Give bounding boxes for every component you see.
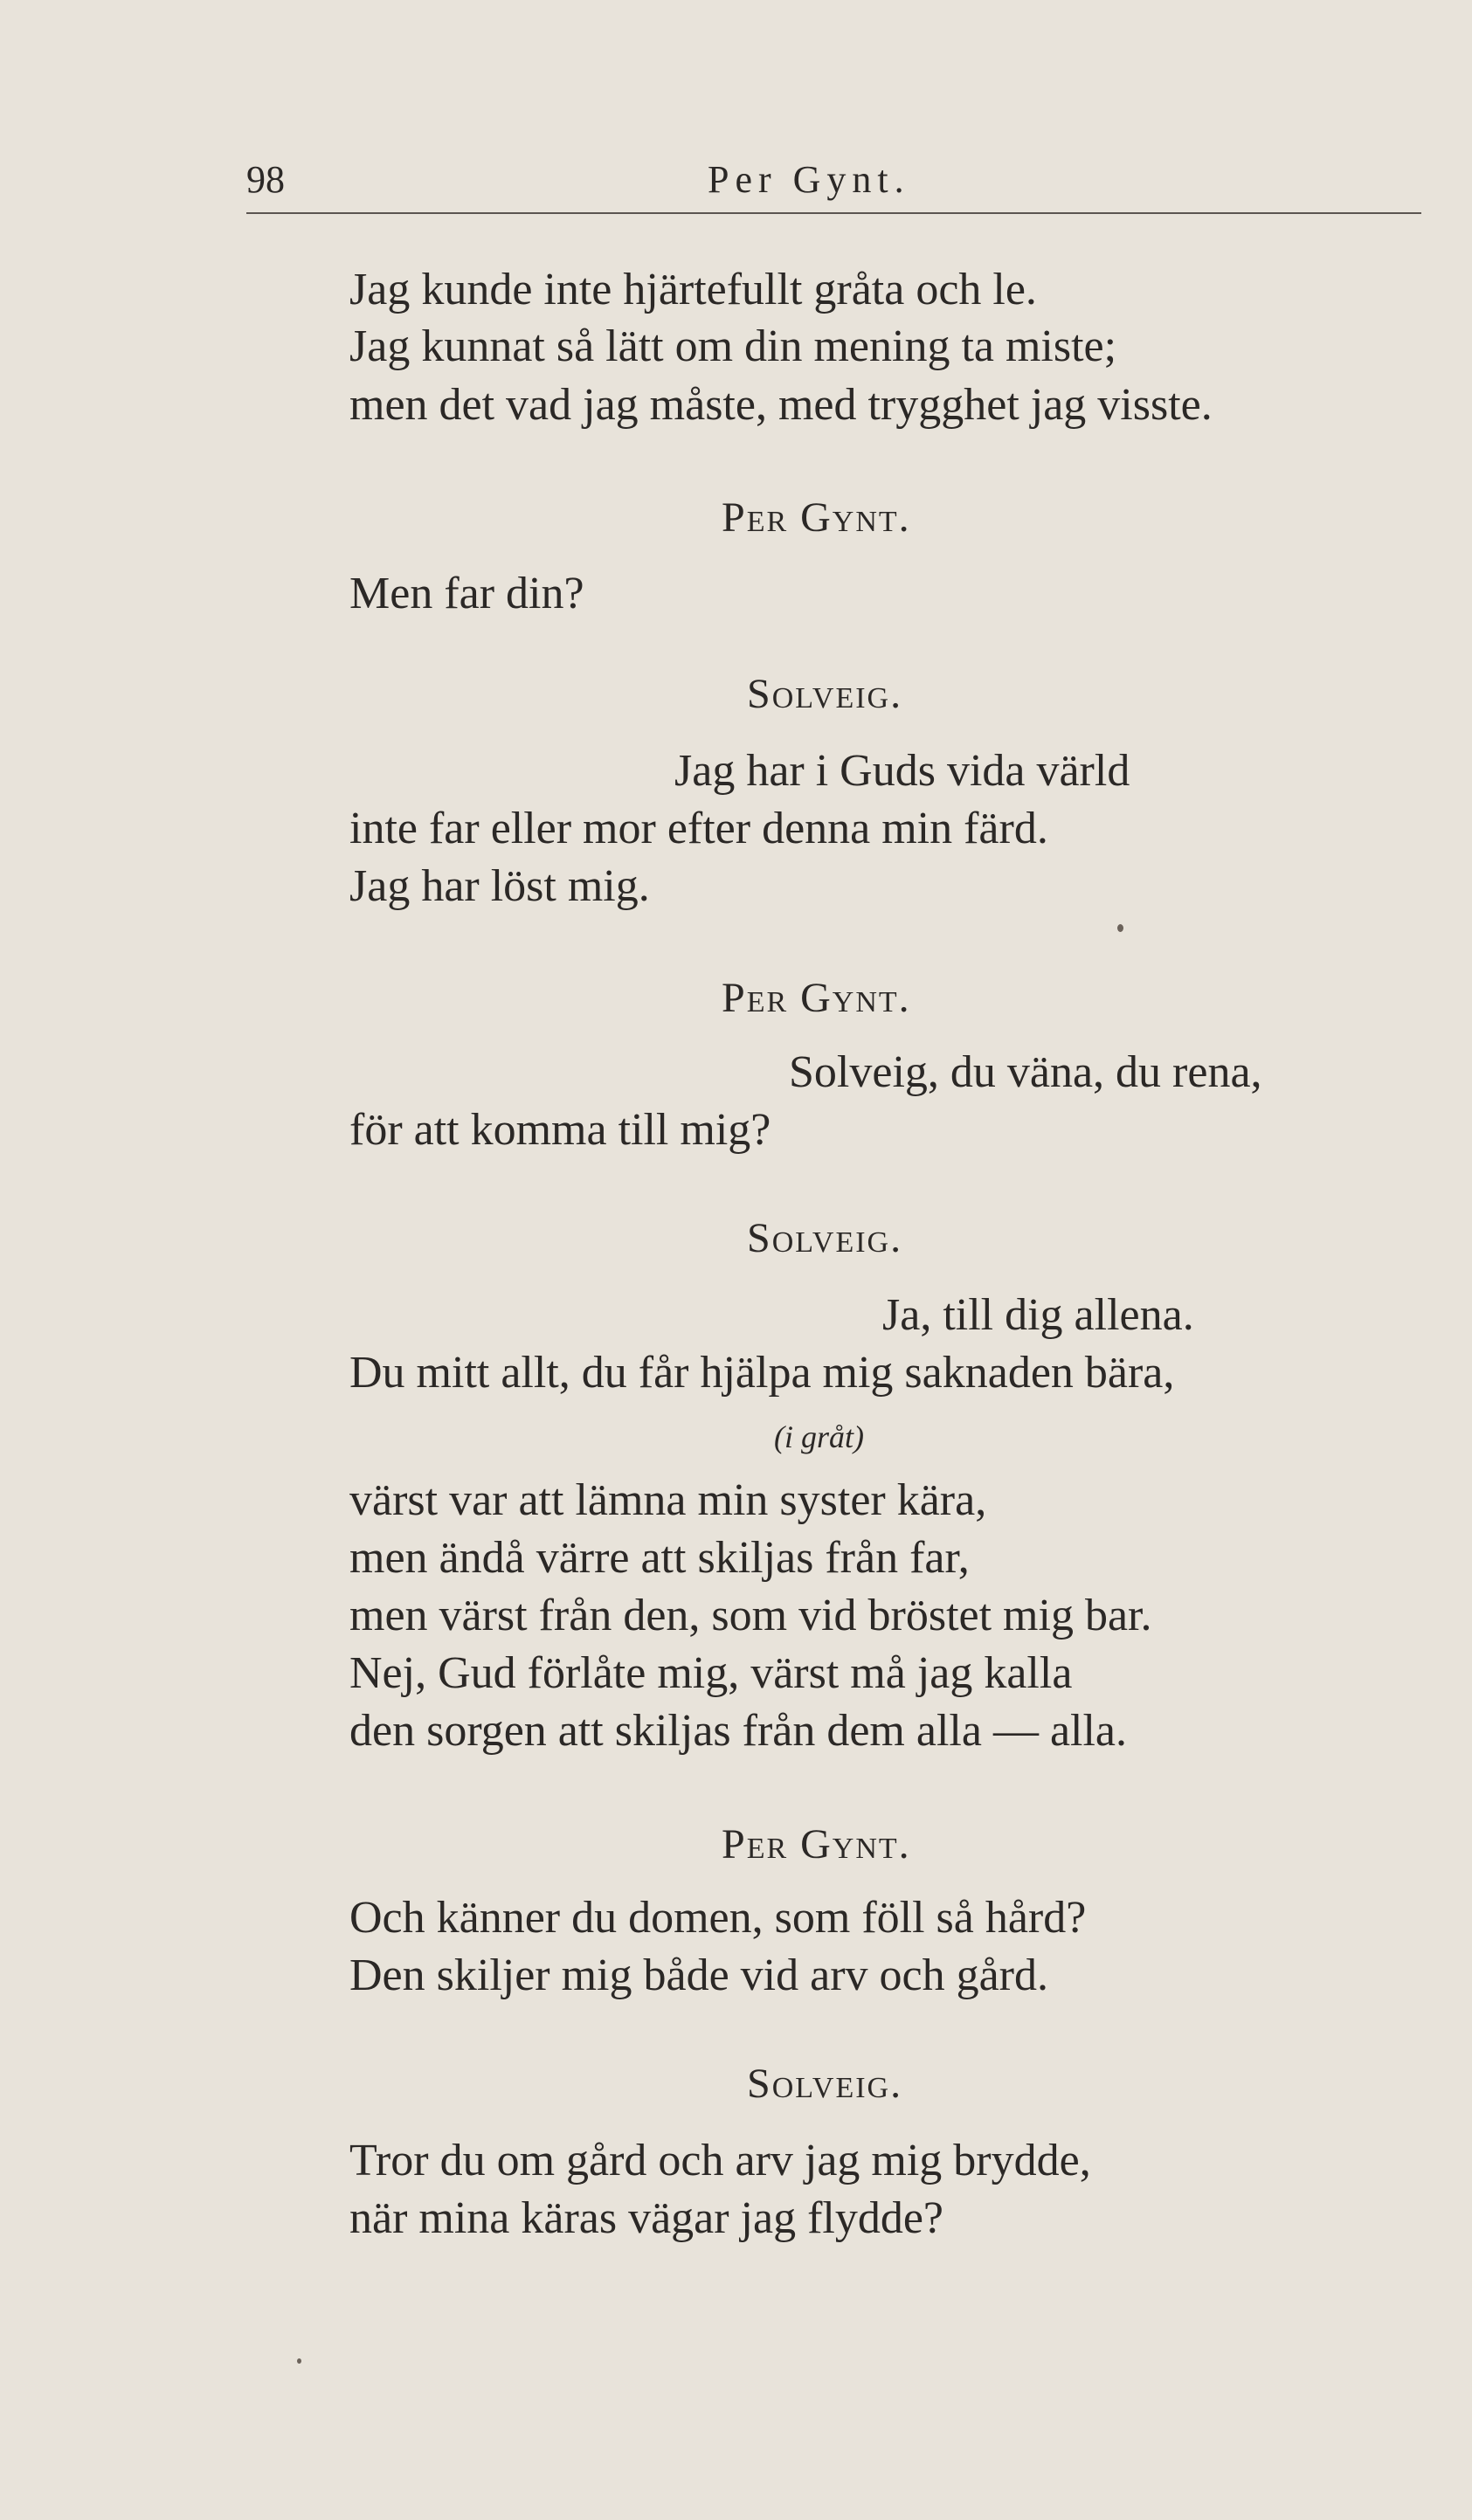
verse-line: när mina käras vägar jag flydde? [349, 2193, 944, 2243]
paper-speck [297, 2358, 301, 2364]
verse-line: Jag har i Guds vida värld [674, 746, 1130, 796]
verse-line: Ja, till dig allena. [882, 1290, 1194, 1340]
verse-line: Den skiljer mig både vid arv och gård. [349, 1950, 1048, 2000]
page-number: 98 [246, 158, 285, 201]
verse-line: men ändå värre att skiljas från far, [349, 1533, 970, 1583]
paper-speck [1117, 924, 1123, 932]
verse-line: Jag kunnat så lätt om din mening ta miste; [349, 321, 1117, 371]
verse-line: Tror du om gård och arv jag mig brydde, [349, 2136, 1091, 2185]
page-header [246, 155, 1421, 215]
verse-line: Nej, Gud förlåte mig, värst må jag kalla [349, 1648, 1073, 1698]
speaker-name: Solveig. [747, 671, 903, 717]
speaker-name: Per Gynt. [722, 975, 911, 1021]
verse-line: den sorgen att skiljas från dem alla — alla. [349, 1706, 1127, 1756]
verse-line: Och känner du domen, som föll så hård? [349, 1893, 1087, 1943]
verse-line: Men far din? [349, 569, 584, 618]
speaker-name: Per Gynt. [722, 1821, 911, 1868]
verse-line: värst var att lämna min syster kära, [349, 1475, 987, 1525]
verse-line: för att komma till mig? [349, 1105, 771, 1155]
speaker-name: Per Gynt. [722, 494, 911, 541]
header-rule [246, 212, 1421, 214]
running-title: Per Gynt. [708, 158, 910, 201]
verse-line: inte far eller mor efter denna min färd. [349, 804, 1048, 853]
verse-line: Jag kunde inte hjärtefullt gråta och le. [349, 265, 1037, 314]
speaker-name: Solveig. [747, 2061, 903, 2107]
verse-line: men värst från den, som vid bröstet mig bar. [349, 1591, 1152, 1640]
verse-line: men det vad jag måste, med trygghet jag visste. [349, 380, 1213, 430]
verse-line: Jag har löst mig. [349, 861, 650, 911]
verse-line: Solveig, du väna, du rena, [789, 1047, 1262, 1097]
stage-direction: (i gråt) [774, 1419, 864, 1454]
verse-line: Du mitt allt, du får hjälpa mig saknaden bära, [349, 1348, 1175, 1398]
speaker-name: Solveig. [747, 1215, 903, 1261]
